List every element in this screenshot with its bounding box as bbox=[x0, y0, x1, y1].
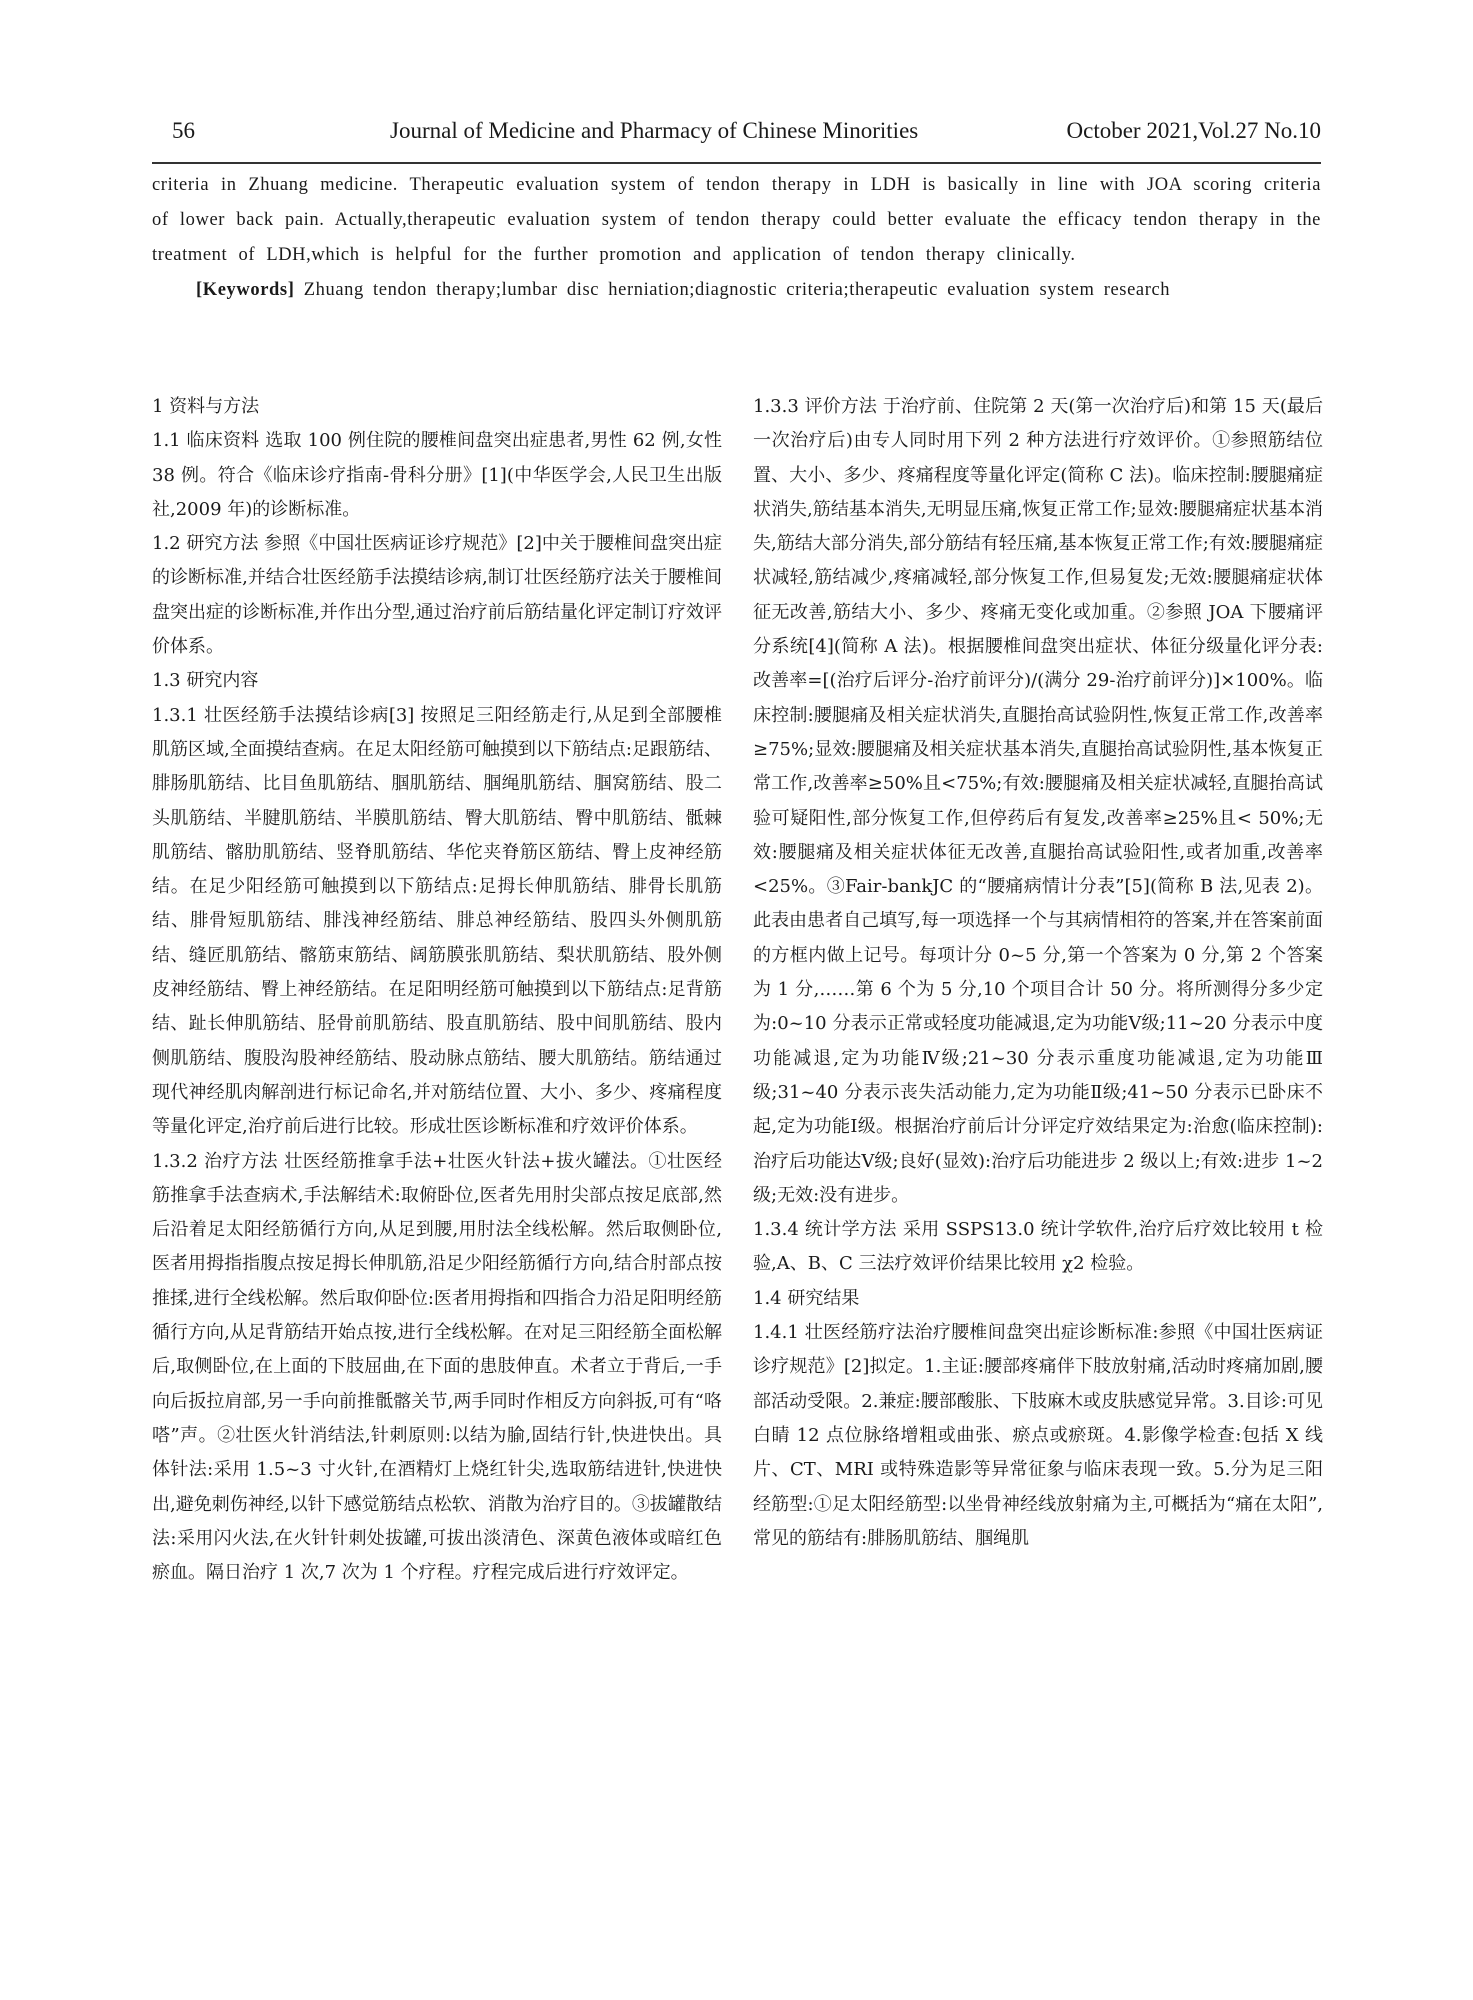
keywords-text: Zhuang tendon therapy;lumbar disc herniation;diagnostic criteria;therapeutic evaluation system research bbox=[303, 280, 1171, 300]
paragraph-1-1: 1.1 临床资料 选取 100 例住院的腰椎间盘突出症患者,男性 62 例,女性 38 例。符合《临床诊疗指南-骨科分册》[1](中华医学会,人民卫生出版社,2009 年)的诊断标准。 bbox=[152, 430, 722, 520]
paragraph-1-2: 1.2 研究方法 参照《中国壮医病证诊疗规范》[2]中关于腰椎间盘突出症的诊断标准,并结合壮医经筋手法摸结诊病,制订壮医经筋疗法关于腰椎间盘突出症的诊断标准,并作出分型,通过治疗前后筋结量化评定制订疗效评价体系。 bbox=[152, 533, 722, 658]
subheading-1-4: 1.4 研究结果 bbox=[753, 1287, 860, 1309]
running-header bbox=[152, 112, 1321, 164]
paragraph-1-3-1: 1.3.1 壮医经筋手法摸结诊病[3] 按照足三阳经筋走行,从足到全部腰椎肌筋区域,全面摸结查病。在足太阳经筋可触摸到以下筋结点:足跟筋结、腓肠肌筋结、比目鱼肌筋结、腘肌筋结、腘绳肌筋结、腘窝筋结、股二头肌筋结、半腱肌筋结、半膜肌筋结、臀大肌筋结、臀中肌筋结、骶棘肌筋结、髂肋肌筋结、竖脊肌筋结、华佗夹脊筋区筋结、臀上皮神经筋结。在足少阳经筋可触摸到以下筋结点:足拇长伸肌筋结、腓骨长肌筋结、腓骨短肌筋结、腓浅神经筋结、腓总神经筋结、股四头外侧肌筋结、缝匠肌筋结、髂筋束筋结、阔筋膜张肌筋结、梨状肌筋结、股外侧皮神经筋结、臀上神经筋结。在足阳明经筋可触摸到以下筋结点:足背筋结、趾长伸肌筋结、胫骨前肌筋结、股直肌筋结、股中间肌筋结、股内侧肌筋结、腹股沟股神经筋结、股动脉点筋结、腰大肌筋结。筋结通过现代神经肌肉解剖进行标记命名,并对筋结位置、大小、多少、疼痛程度等量化评定,治疗前后进行比较。形成壮医诊断标准和疗效评价体系。 bbox=[152, 704, 722, 1138]
english-abstract bbox=[152, 168, 1321, 308]
subheading-1-3: 1.3 研究内容 bbox=[152, 670, 259, 692]
paragraph-1-4-1: 1.4.1 壮医经筋疗法治疗腰椎间盘突出症诊断标准:参照《中国壮医病证诊疗规范》[2]拟定。1.主证:腰部疼痛伴下肢放射痛,活动时疼痛加剧,腰部活动受限。2.兼症:腰部酸胀、下肢麻木或皮肤感觉异常。3.目诊:可见白睛 12 点位脉络增粗或曲张、瘀点或瘀斑。4.影像学检查:包括 X 线片、CT、MRI 或特殊造影等异常征象与临床表现一致。5.分为足三阳经筋型:①足太阳经筋型:以坐骨神经线放射痛为主,可概括为“痛在太阳”,常见的筋结有:腓肠肌筋结、腘绳肌 bbox=[753, 1322, 1323, 1549]
paragraph-1-3-2: 1.3.2 治疗方法 壮医经筋推拿手法+壮医火针法+拔火罐法。①壮医经筋推拿手法查病术,手法解结术:取俯卧位,医者先用肘尖部点按足底部,然后沿着足太阳经筋循行方向,从足到腰,用肘法全线松解。然后取侧卧位,医者用拇指指腹点按足拇长伸肌筋,沿足少阳经筋循行方向,结合肘部点按推揉,进行全线松解。然后取仰卧位:医者用拇指和四指合力沿足阳明经筋循行方向,从足背筋结开始点按,进行全线松解。在对足三阳经筋全面松解后,取侧卧位,在上面的下肢屈曲,在下面的患肢伸直。术者立于背后,一手向后扳拉肩部,另一手向前推骶髂关节,两手同时作相反方向斜扳,可有“咯嗒”声。②壮医火针消结法,针刺原则:以结为腧,固结行针,快进快出。具体针法:采用 1.5~3 寸火针,在酒精灯上烧红针尖,选取筋结进针,快进快出,避免刺伤神经,以针下感觉筋结点松软、消散为治疗目的。③拔罐散结法:采用闪火法,在火针针刺处拔罐,可拔出淡清色、深黄色液体或暗红色瘀血。隔日治疗 1 次,7 次为 1 个疗程。疗程完成后进行疗效评定。 bbox=[152, 1150, 722, 1584]
paragraph-1-3-4: 1.3.4 统计学方法 采用 SSPS13.0 统计学软件,治疗后疗效比较用 t 检验,A、B、C 三法疗效评价结果比较用 χ2 检验。 bbox=[753, 1219, 1323, 1275]
keywords-line bbox=[152, 273, 1321, 308]
paragraph-1-3-3: 1.3.3 评价方法 于治疗前、住院第 2 天(第一次治疗后)和第 15 天(最后一次治疗后)由专人同时用下列 2 种方法进行疗效评价。①参照筋结位置、大小、多少、疼痛程度等量化评定(简称 C 法)。临床控制:腰腿痛症状消失,筋结基本消失,无明显压痛,恢复正常工作;显效:腰腿痛症状基本消失,筋结大部分消失,部分筋结有轻压痛,基本恢复正常工作;有效:腰腿痛症状减轻,筋结减少,疼痛减轻,部分恢复工作,但易复发;无效:腰腿痛症状体征无改善,筋结大小、多少、疼痛无变化或加重。②参照 JOA 下腰痛评分系统[4](简称 A 法)。根据腰椎间盘突出症状、体征分级量化评分表:改善率=[(治疗后评分-治疗前评分)/(满分 29-治疗前评分)]×100%。临床控制:腰腿痛及相关症状消失,直腿抬高试验阴性,恢复正常工作,改善率≥75%;显效:腰腿痛及相关症状基本消失,直腿抬高试验阴性,基本恢复正常工作,改善率≥50%且<75%;有效:腰腿痛及相关症状减轻,直腿抬高试验可疑阳性,部分恢复工作,但停药后有复发,改善率≥25%且< 50%;无效:腰腿痛及相关症状体征无改善,直腿抬高试验阳性,或者加重,改善率<25%。③Fair-bankJC 的“腰痛病情计分表”[5](简称 B 法,见表 2)。此表由患者自己填写,每一项选择一个与其病情相符的答案,并在答案前面的方框内做上记号。每项计分 0~5 分,第一个答案为 0 分,第 2 个答案为 1 分,……第 6 个为 5 分,10 个项目合计 50 分。将所测得分多少定为:0~10 分表示正常或轻度功能减退,定为功能Ⅴ级;11~20 分表示中度功能减退,定为功能Ⅳ级;21~30 分表示重度功能减退,定为功能Ⅲ级;31~40 分表示丧失活动能力,定为功能Ⅱ级;41~50 分表示已卧床不起,定为功能Ⅰ级。根据治疗前后计分评定疗效结果定为:治愈(临床控制):治疗后功能达Ⅴ级;良好(显效):治疗后功能进步 2 级以上;有效:进步 1~2 级;无效:没有进步。 bbox=[753, 396, 1323, 1206]
issue-info: October 2021,Vol.27 No.10 bbox=[1066, 118, 1321, 143]
keywords-label: [Keywords] bbox=[196, 280, 295, 300]
page-number: 56 bbox=[172, 118, 195, 143]
abstract-text: criteria in Zhuang medicine. Therapeutic evaluation system of tendon therapy in LDH is basically in line with JOA scoring criteria of lower back pain. Actually,therapeutic evaluation system of tendon therapy could better evaluate the efficacy tendon therapy in the treatment of LDH,which is helpful for the further promotion and application of tendon therapy clinically. bbox=[152, 175, 1321, 265]
journal-title: Journal of Medicine and Pharmacy of Chinese Minorities bbox=[390, 118, 919, 143]
section-heading-1: 1 资料与方法 bbox=[152, 396, 260, 417]
left-column bbox=[152, 390, 722, 1590]
right-column bbox=[753, 390, 1323, 1556]
